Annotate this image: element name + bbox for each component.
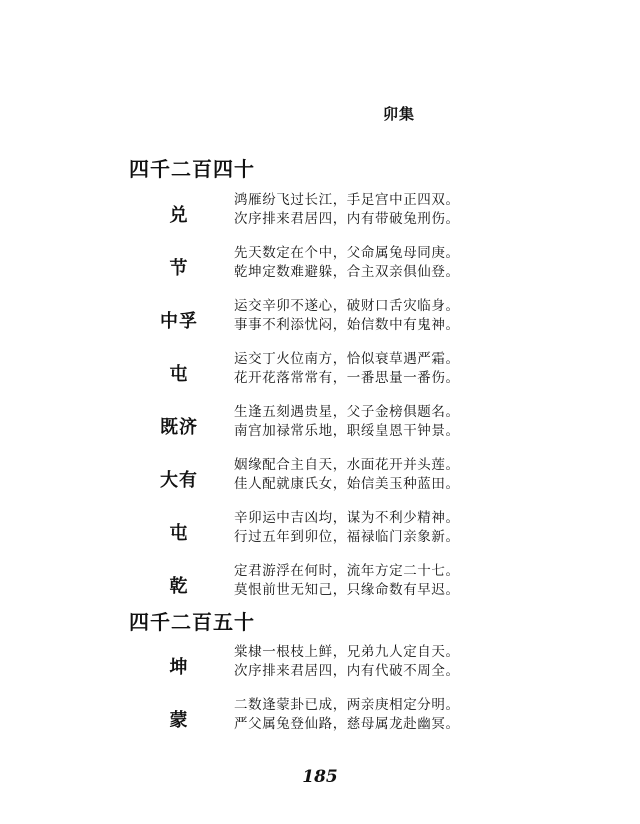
verse — [234, 562, 614, 600]
verse — [234, 244, 614, 282]
verse-line: 运交丁火位南方，恰似衰草遇严霜。 — [234, 351, 460, 367]
verse-line: 行过五年到卯位，福禄临门亲象新。 — [234, 529, 460, 545]
verse-line: 次序排来君居四，内有带破兔刑伤。 — [234, 211, 460, 227]
verse-entry — [0, 643, 640, 687]
verse-entry — [0, 456, 640, 500]
verse-entry — [0, 244, 640, 288]
verse — [234, 643, 614, 681]
verse-line: 次序排来君居四，内有代破不周全。 — [234, 663, 460, 679]
hexagram-name: 兑 — [169, 205, 189, 226]
verse-line: 花开花落常常有，一番思量一番伤。 — [234, 370, 460, 386]
verse-line: 先天数定在个中，父命属兔母同庚。 — [234, 245, 460, 261]
verse-line: 佳人配就康氏女，始信美玉种蓝田。 — [234, 476, 460, 492]
hexagram-name: 既济 — [160, 417, 198, 438]
verse — [234, 191, 614, 229]
hexagram-name: 中孚 — [160, 311, 198, 332]
verse-entry — [0, 350, 640, 394]
verse-line: 二数逢蒙卦已成，两亲庚相定分明。 — [234, 697, 460, 713]
verse — [234, 456, 614, 494]
verse-line: 事事不利添忧闷，始信数中有鬼神。 — [234, 317, 460, 333]
running-header: 卯集 — [383, 105, 416, 123]
hexagram-name: 蒙 — [169, 710, 189, 731]
verse-line: 鸿雁纷飞过长江，手足宫中正四双。 — [234, 192, 460, 208]
verse — [234, 403, 614, 441]
verse-line: 乾坤定数难避躲，合主双亲俱仙登。 — [234, 264, 460, 280]
verse-line: 定君游浮在何时，流年方定二十七。 — [234, 563, 460, 579]
verse — [234, 696, 614, 734]
verse-line: 姻缘配合主自天，水面花开并头莲。 — [234, 457, 460, 473]
verse — [234, 509, 614, 547]
verse-entry — [0, 509, 640, 553]
hexagram-name: 节 — [169, 258, 189, 279]
verse — [234, 297, 614, 335]
verse — [234, 350, 614, 388]
section-heading: 四千二百四十 — [129, 157, 255, 181]
hexagram-name: 屯 — [169, 364, 189, 385]
verse-entry — [0, 297, 640, 341]
page-number: 185 — [302, 767, 338, 787]
verse-entry — [0, 696, 640, 740]
hexagram-name: 乾 — [169, 576, 189, 597]
verse-line: 莫恨前世无知己，只缘命数有早迟。 — [234, 582, 460, 598]
verse-entry — [0, 191, 640, 235]
verse-line: 生逢五刻遇贵星，父子金榜俱题名。 — [234, 404, 460, 420]
verse-line: 南宫加禄常乐地，职绥皇恩干钟景。 — [234, 423, 460, 439]
verse-line: 严父属兔登仙路，慈母属龙赴幽冥。 — [234, 716, 460, 732]
hexagram-name: 坤 — [169, 657, 189, 678]
verse-entry — [0, 562, 640, 606]
verse-entry — [0, 403, 640, 447]
hexagram-name: 屯 — [169, 523, 189, 544]
verse-line: 棠棣一根枝上鲜，兄弟九人定自天。 — [234, 644, 460, 660]
section-heading: 四千二百五十 — [129, 610, 255, 634]
verse-line: 运交辛卯不遂心，破财口舌灾临身。 — [234, 298, 460, 314]
verse-line: 辛卯运中吉凶均，谋为不利少精神。 — [234, 510, 460, 526]
hexagram-name: 大有 — [160, 470, 198, 491]
